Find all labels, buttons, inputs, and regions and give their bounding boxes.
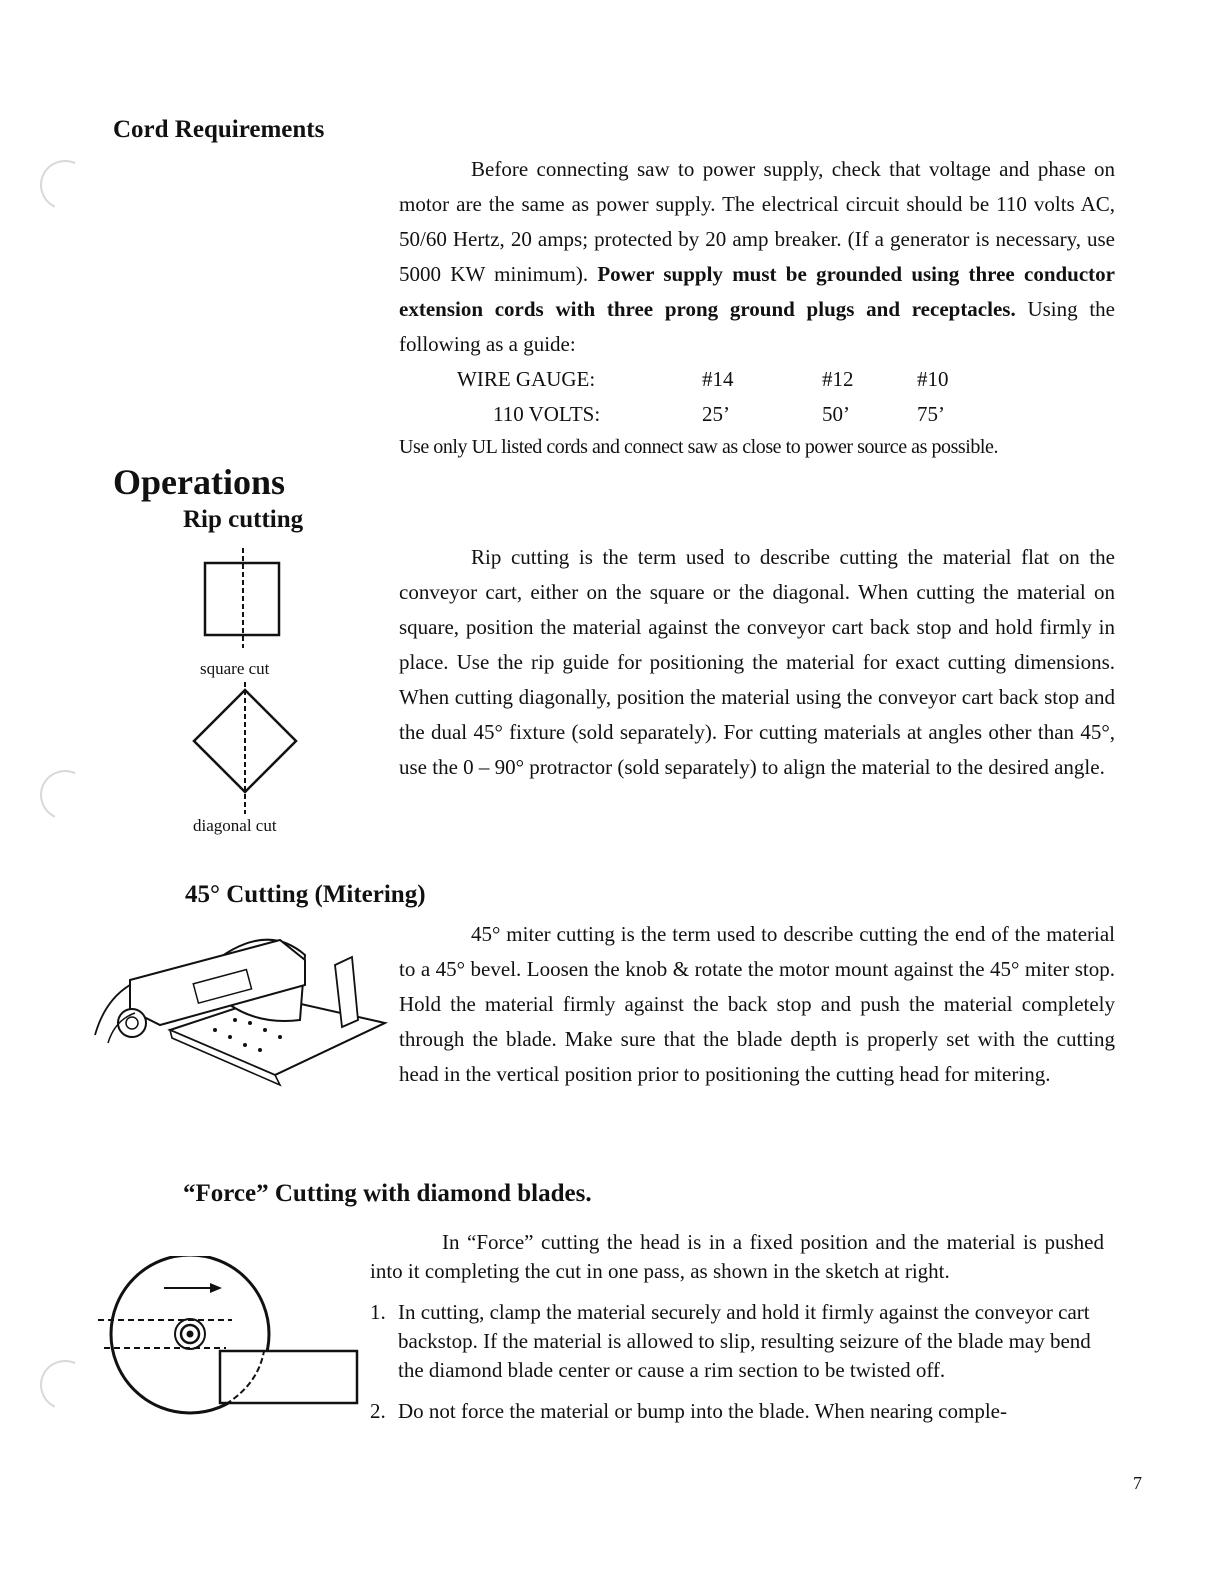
cord-paragraph-bold: Power supply must be grounded using three conductor extension cords with three prong ground plugs and receptacles. [399,262,1115,321]
cord-paragraph-text: Before connecting saw to power supply, check that voltage and phase on motor are the same as power supply. The electrical circuit should be 110 volts AC, 50/60 Hertz, 20 amps; protected by 20 amp breaker. (If a generator is necessary, use 5000 KW minimum). [399,157,1115,286]
force-cutting-steps [370,1298,1100,1438]
page-number: 7 [1133,1473,1142,1493]
diagonal-cut-diagram [186,682,306,814]
step-text: Do not force the material or bump into the blade. When nearing comple- [398,1399,1007,1423]
step-text: In cutting, clamp the material securely and hold it firmly against the conveyor cart backstop. If the material is allowed to slip, resulting seizure of the blade may bend the diamond blade center or cause a rim section to be twisted off. [398,1300,1091,1382]
table-cell: #14 [702,367,734,391]
punch-hole-mark [33,153,97,217]
step-number: 2. [370,1399,386,1423]
table-row [440,397,977,432]
knob [118,1009,146,1037]
mitering-paragraph: 45° miter cutting is the term used to describe cutting the end of the material to a 45° bevel. Loosen the knob & rotate the motor mount against the 45° miter stop. Hold the material firmly against the back stop and push the material completely through the blade. Make sure that the blade depth is properly set with the cutting head in the vertical position prior to positioning the cutting head for mitering. [399,922,1115,1086]
table-cell: #12 [822,367,854,391]
force-cutting-diagram [98,1256,378,1416]
arbor-center [187,1331,194,1338]
punch-hole-mark [33,1353,97,1417]
material-block [220,1351,357,1403]
force-cutting-intro: In “Force” cutting the head is in a fixed position and the material is pushed into it completing the cut in one pass, as shown in the sketch at right. [370,1230,1104,1283]
table-cell: #10 [917,367,949,391]
table-cell-label: WIRE GAUGE: [457,367,596,391]
wire-gauge-table [440,362,977,432]
table-cell: 25’ [702,402,730,426]
cord-note: Use only UL listed cords and connect saw as close to power source as possible. [399,436,999,458]
cart-front-edge [170,1030,280,1085]
rip-cutting-paragraph: Rip cutting is the term used to describe cutting the material flat on the conveyor cart, either on the square or the diagonal. When cutting the material on square, position the material against the conveyor cart back stop and hold firmly in place. Use the rip guide for positioning the material for exact cutting dimensions. When cutting diagonally, position the material using the conveyor cart back stop and the dual 45° fixture (sold separately). For cutting materials at angles other than 45°, use the 0 – 90° protractor (sold separately) to align the material to the desired angle. [399,545,1115,779]
rip-cutting-heading: Rip cutting [183,506,304,533]
miter-saw-illustration [90,925,390,1105]
cord-requirements-heading: Cord Requirements [113,116,325,143]
table-row [440,362,977,397]
mitering-heading: 45° Cutting (Mitering) [185,881,426,908]
square-cut-diagram [195,548,295,648]
operations-heading: Operations [113,462,286,502]
punch-hole-mark [33,763,97,827]
list-item [370,1397,1100,1426]
back-stop [335,957,358,1027]
arrow-head-icon [210,1283,222,1293]
table-cell: 50’ [822,402,850,426]
step-number: 1. [370,1300,386,1324]
cart-holes [213,1018,282,1052]
force-cutting-heading: “Force” Cutting with diamond blades. [183,1180,592,1207]
diagonal-cut-caption: diagonal cut [193,816,277,835]
cart-side [275,1023,385,1075]
square-cut-caption: square cut [200,659,270,678]
cord-paragraph-tail: Using the following as a guide: [399,297,1115,356]
list-item [370,1298,1100,1385]
table-cell-label: 110 VOLTS: [493,402,601,426]
cord-requirements-paragraph [399,152,1115,362]
table-cell: 75’ [917,402,945,426]
